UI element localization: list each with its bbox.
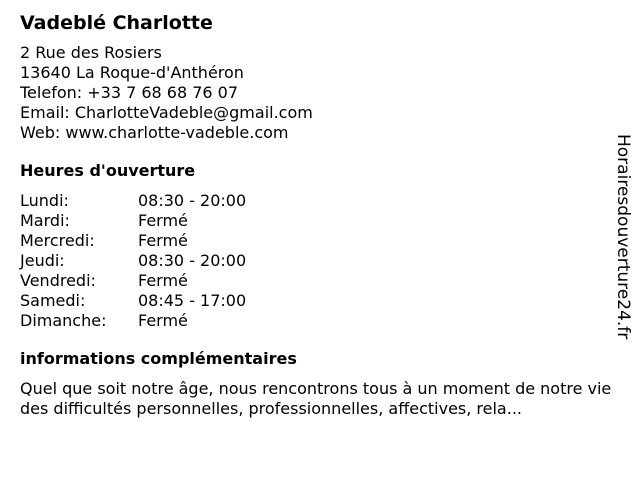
additional-info-heading: informations complémentaires — [20, 349, 297, 368]
phone-number: Telefon: +33 7 68 68 76 07 — [20, 83, 239, 102]
business-card — [20, 10, 610, 419]
address-city: 13640 La Roque-d'Anthéron — [20, 63, 244, 82]
day-hours: 08:30 - 20:00 — [138, 251, 247, 270]
site-watermark — [612, 134, 634, 346]
day-label: Samedi: — [20, 291, 86, 310]
day-label: Vendredi: — [20, 271, 96, 290]
opening-hours-list — [20, 191, 610, 331]
hours-row-thursday — [20, 251, 610, 271]
day-label: Mercredi: — [20, 231, 95, 250]
business-name: Vadeblé Charlotte — [20, 12, 213, 34]
day-hours: Fermé — [138, 211, 188, 230]
watermark-text: Horairesdouverture24.fr — [613, 134, 633, 340]
email-address: Email: CharlotteVadeble@gmail.com — [20, 103, 313, 122]
hours-row-sunday — [20, 311, 610, 331]
day-hours: 08:30 - 20:00 — [138, 191, 247, 210]
day-label: Dimanche: — [20, 311, 107, 330]
day-hours: 08:45 - 17:00 — [138, 291, 247, 310]
hours-row-saturday — [20, 291, 610, 311]
address-street: 2 Rue des Rosiers — [20, 43, 162, 62]
day-hours: Fermé — [138, 231, 188, 250]
day-label: Mardi: — [20, 211, 70, 230]
day-label: Jeudi: — [20, 251, 65, 270]
day-hours: Fermé — [138, 311, 188, 330]
hours-row-wednesday — [20, 231, 610, 251]
day-label: Lundi: — [20, 191, 69, 210]
opening-hours-heading: Heures d'ouverture — [20, 161, 196, 180]
day-hours: Fermé — [138, 271, 188, 290]
hours-row-tuesday — [20, 211, 610, 231]
hours-row-friday — [20, 271, 610, 291]
additional-info-text: Quel que soit notre âge, nous rencontrons tous à un moment de notre vie des difficultés personnelles, professionnelles, affectives, rela... — [20, 379, 612, 418]
website-url: Web: www.charlotte-vadeble.com — [20, 123, 289, 142]
hours-row-monday — [20, 191, 610, 211]
